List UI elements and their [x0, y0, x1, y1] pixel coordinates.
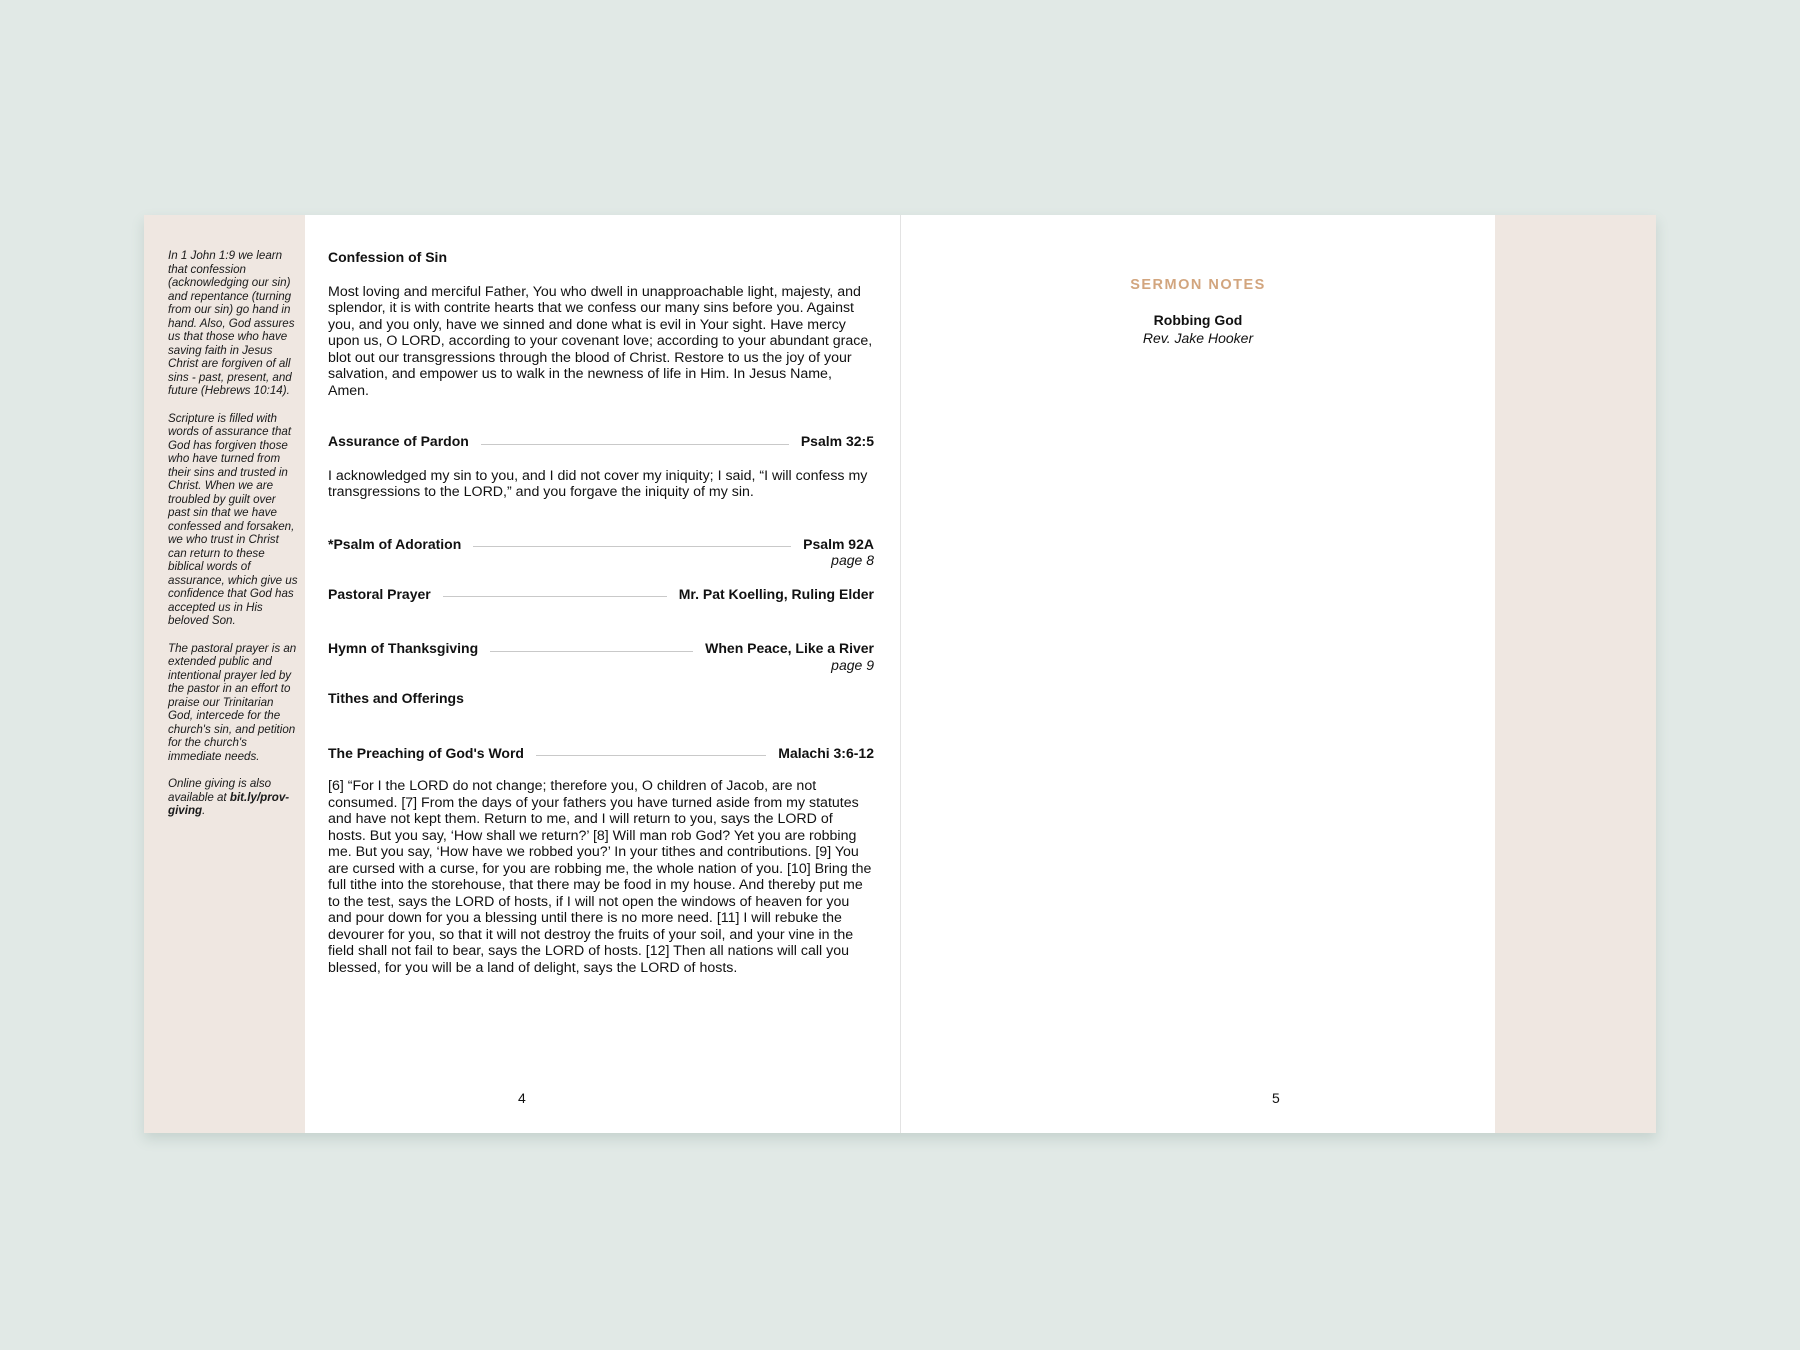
- right-page: [901, 215, 1495, 1133]
- thanksgiving-hymn: When Peace, Like a River: [705, 640, 874, 656]
- margin-notes: [168, 249, 300, 832]
- scripture-reading: [6] “For I the LORD do not change; therefore you, O children of Jacob, are not consumed. [7] From the days of your fathers you have turned aside from my statutes and have not kept them. Return to me, and I will return to you, says the LORD of hosts. But you say, ‘How shall we return?’ [8] Will man rob God? Yet you are robbing me. But you say, ‘How have we robbed you?’ In your tithes and contributions. [9] You are cursed with a curse, for you are robbing me, the whole nation of you. [10] Bring the full tithe into the storehouse, that there may be food in my house. And thereby put me to the test, says the LORD of hosts, if I will not open the windows of heaven for you and pour down for you a blessing until there is no more need. [11] I will rebuke the devourer for you, so that it will not destroy the fruits of your soil, and your vine in the field shall not fail to bear, says the LORD of hosts. [12] Then all nations will call you blessed, for you will be a land of delight, says the LORD of hosts.: [328, 778, 872, 976]
- thanksgiving-row: [328, 640, 874, 657]
- confession-title: Confession of Sin: [328, 249, 447, 265]
- booklet-spread: [144, 215, 1656, 1133]
- sermon-preacher: Rev. Jake Hooker: [1142, 330, 1254, 346]
- adoration-page: page 8: [831, 552, 874, 568]
- thanksgiving-page: page 9: [831, 656, 874, 673]
- assurance-title: Assurance of Pardon: [328, 433, 469, 449]
- thanksgiving-title: Hymn of Thanksgiving: [328, 640, 479, 656]
- online-giving-link[interactable]: bit.ly/prov-giving: [168, 790, 290, 817]
- leader-rule: [536, 755, 766, 756]
- preaching-ref: Malachi 3:6-12: [778, 744, 874, 761]
- online-giving-suffix: .: [202, 804, 206, 817]
- margin-note-confession: In 1 John 1:9 we learn that confession (acknowledging our sin) and repentance (turning from our sin) go hand in hand. Also, God assures us that those who have saving faith in Jesus Christ are forgiven of all sins - past, present, and future (Hebrews 10:14).: [168, 249, 295, 397]
- preaching-title: The Preaching of God's Word: [328, 744, 524, 761]
- leader-rule: [490, 651, 693, 652]
- preaching-row: [328, 745, 874, 762]
- left-margin-column: [144, 215, 305, 1133]
- pastoral-prayer-row: [328, 586, 874, 603]
- margin-note-assurance: Scripture is filled with words of assurance that God has forgiven those who have turned from their sins and trusted in Christ. When we are troubled by guilt over past sin that we have confessed and forsaken, we who trust in Christ can return to these biblical words of assurance, which give us confidence that God has accepted us in His beloved Son.: [168, 411, 298, 627]
- page-number-left: 4: [518, 1090, 526, 1106]
- leader-rule: [481, 444, 789, 445]
- assurance-text: I acknowledged my sin to you, and I did not cover my iniquity; I said, “I will confess my transgressions to the LORD,” and you forgave the iniquity of my sin.: [328, 467, 868, 500]
- pastoral-prayer-title: Pastoral Prayer: [328, 585, 431, 602]
- assurance-row: [328, 433, 874, 450]
- online-giving-text: Online giving is also available at: [168, 777, 272, 804]
- left-page: [328, 249, 874, 976]
- adoration-title: *Psalm of Adoration: [328, 535, 462, 552]
- sermon-notes-heading: SERMON NOTES: [1130, 277, 1266, 293]
- margin-note-pastoral-prayer: The pastoral prayer is an extended public and intentional prayer led by the pastor in an effort to praise our Trinitarian God, intercede for the church's sin, and petition for the church's immediate needs.: [168, 641, 297, 763]
- leader-rule: [473, 546, 791, 547]
- adoration-row: [328, 536, 874, 553]
- confession-prayer: Most loving and merciful Father, You who dwell in unapproachable light, majesty, and splendor, it is with contrite hearts that we confess our many sins before you. Against you, and you only, have we sinned and done what is evil in Your sight. Have mercy upon us, O LORD, according to your covenant love; according to your abundant grace, blot out our transgressions through the blood of Christ. Restore to us the joy of your salvation, and empower us to walk in the newness of life in Him. In Jesus Name, Amen.: [328, 283, 873, 399]
- assurance-ref: Psalm 32:5: [800, 433, 874, 449]
- margin-note-online-giving: [168, 777, 300, 818]
- right-margin-column: [1495, 215, 1656, 1133]
- sermon-title: Robbing God: [1153, 312, 1243, 328]
- adoration-ref: Psalm 92A: [803, 535, 874, 552]
- page-number-right: 5: [1272, 1090, 1280, 1106]
- leader-rule: [443, 596, 667, 597]
- pastoral-prayer-leader: Mr. Pat Koelling, Ruling Elder: [678, 585, 874, 602]
- tithes-title: Tithes and Offerings: [328, 690, 464, 706]
